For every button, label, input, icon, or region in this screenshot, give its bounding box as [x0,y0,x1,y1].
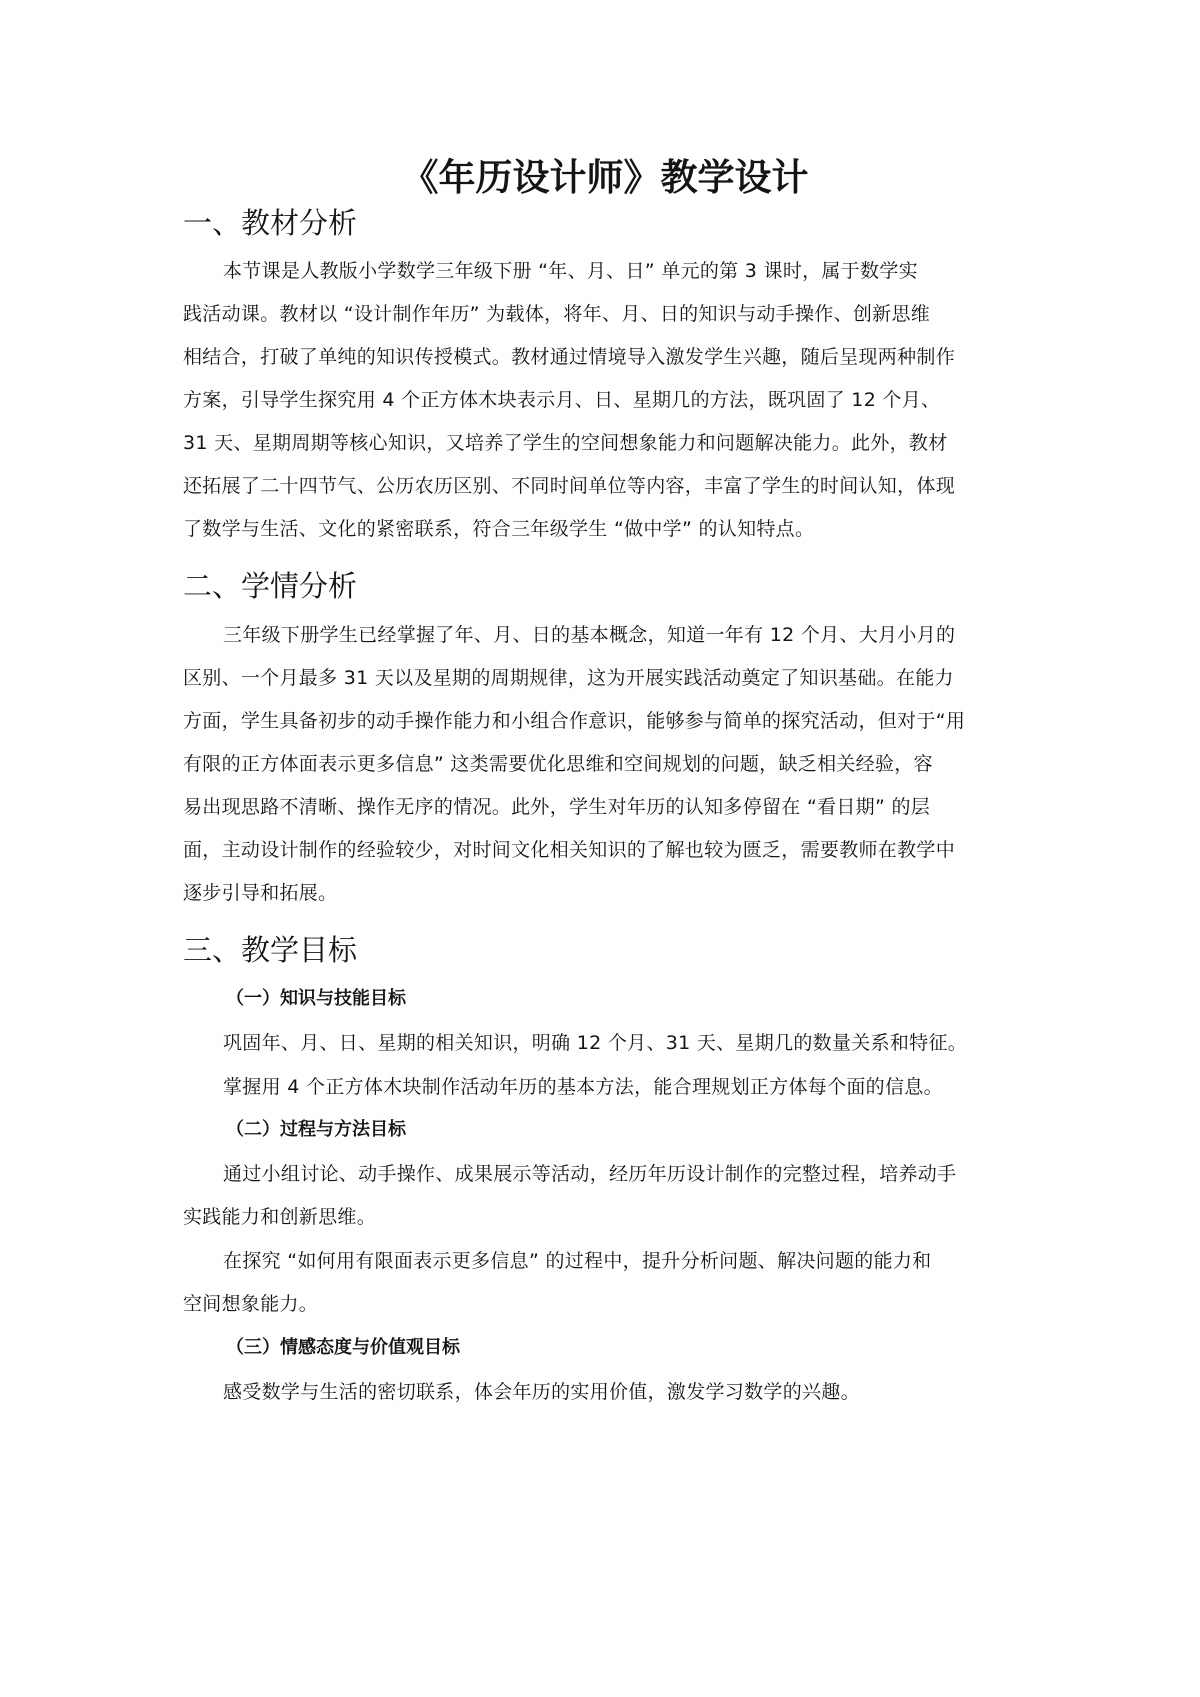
paragraph-line: 方案，引导学生探究用 4 个正方体木块表示月、日、星期几的方法，既巩固了 12 个月、 [183,389,941,411]
document-title: 《年历设计师》教学设计 [401,156,809,199]
knowledge-goal-paragraph [183,1066,1027,1109]
paragraph-line: 还拓展了二十四节气、公历农历区别、不同时间单位等内容，丰富了学生的时间认知，体现 [183,475,956,497]
paragraph-line: 空间想象能力。 [183,1293,319,1315]
paragraph-line: 区别、一个月最多 31 天以及星期的周期规律，这为开展实践活动奠定了知识基础。在能力 [183,667,954,689]
paragraph-line: 方面，学生具备初步的动手操作能力和小组合作意识，能够参与简单的探究活动，但对于“用 [183,710,966,732]
paragraph-line: 感受数学与生活的密切联系，体会年历的实用价值，激发学习数学的兴趣。 [223,1381,860,1403]
learner-analysis-paragraph [183,614,1027,915]
process-goal-paragraph [183,1153,1027,1239]
knowledge-goal-paragraph [183,1022,1027,1065]
paragraph-line: 31 天、星期周期等核心知识，又培养了学生的空间想象能力和问题解决能力。此外，教材 [183,432,948,454]
paragraph-line: 相结合，打破了单纯的知识传授模式。教材通过情境导入激发学生兴趣，随后呈现两种制作 [183,346,956,368]
section-heading-teaching-goals: 三、教学目标 [183,933,358,967]
textbook-analysis-paragraph [183,250,1027,551]
paragraph-line: 巩固年、月、日、星期的相关知识，明确 12 个月、31 天、星期几的数量关系和特征。 [223,1032,968,1054]
paragraph-line: 通过小组讨论、动手操作、成果展示等活动，经历年历设计制作的完整过程，培养动手 [223,1163,957,1185]
section-heading-textbook-analysis: 一、教材分析 [183,206,358,240]
emotion-goal-paragraph [183,1371,1027,1414]
paragraph-line: 践活动课。教材以 “设计制作年历” 为载体，将年、月、日的知识与动手操作、创新思维 [183,303,931,325]
subheading-process-method: （二）过程与方法目标 [226,1119,406,1140]
subheading-knowledge-skills: （一）知识与技能目标 [226,988,406,1009]
paragraph-line: 实践能力和创新思维。 [183,1206,377,1228]
paragraph-line: 有限的正方体面表示更多信息” 这类需要优化思维和空间规划的问题，缺乏相关经验，容 [183,753,933,775]
section-heading-learner-analysis: 二、学情分析 [183,569,358,603]
process-goal-paragraph [183,1240,1027,1326]
paragraph-line: 了数学与生活、文化的紧密联系，符合三年级学生 “做中学” 的认知特点。 [183,518,815,540]
paragraph-line: 面，主动设计制作的经验较少，对时间文化相关知识的了解也较为匮乏，需要教师在教学中 [183,839,956,861]
paragraph-line: 逐步引导和拓展。 [183,882,338,904]
paragraph-line: 在探究 “如何用有限面表示更多信息” 的过程中，提升分析问题、解决问题的能力和 [223,1250,932,1272]
paragraph-line: 三年级下册学生已经掌握了年、月、日的基本概念，知道一年有 12 个月、大月小月的 [223,624,956,646]
paragraph-line: 掌握用 4 个正方体木块制作活动年历的基本方法，能合理规划正方体每个面的信息。 [223,1076,943,1098]
paragraph-line: 本节课是人教版小学数学三年级下册 “年、月、日” 单元的第 3 课时，属于数学实 [223,260,918,282]
paragraph-line: 易出现思路不清晰、操作无序的情况。此外，学生对年历的认知多停留在 “看日期” 的层 [183,796,931,818]
subheading-emotion-values: （三）情感态度与价值观目标 [226,1337,460,1358]
